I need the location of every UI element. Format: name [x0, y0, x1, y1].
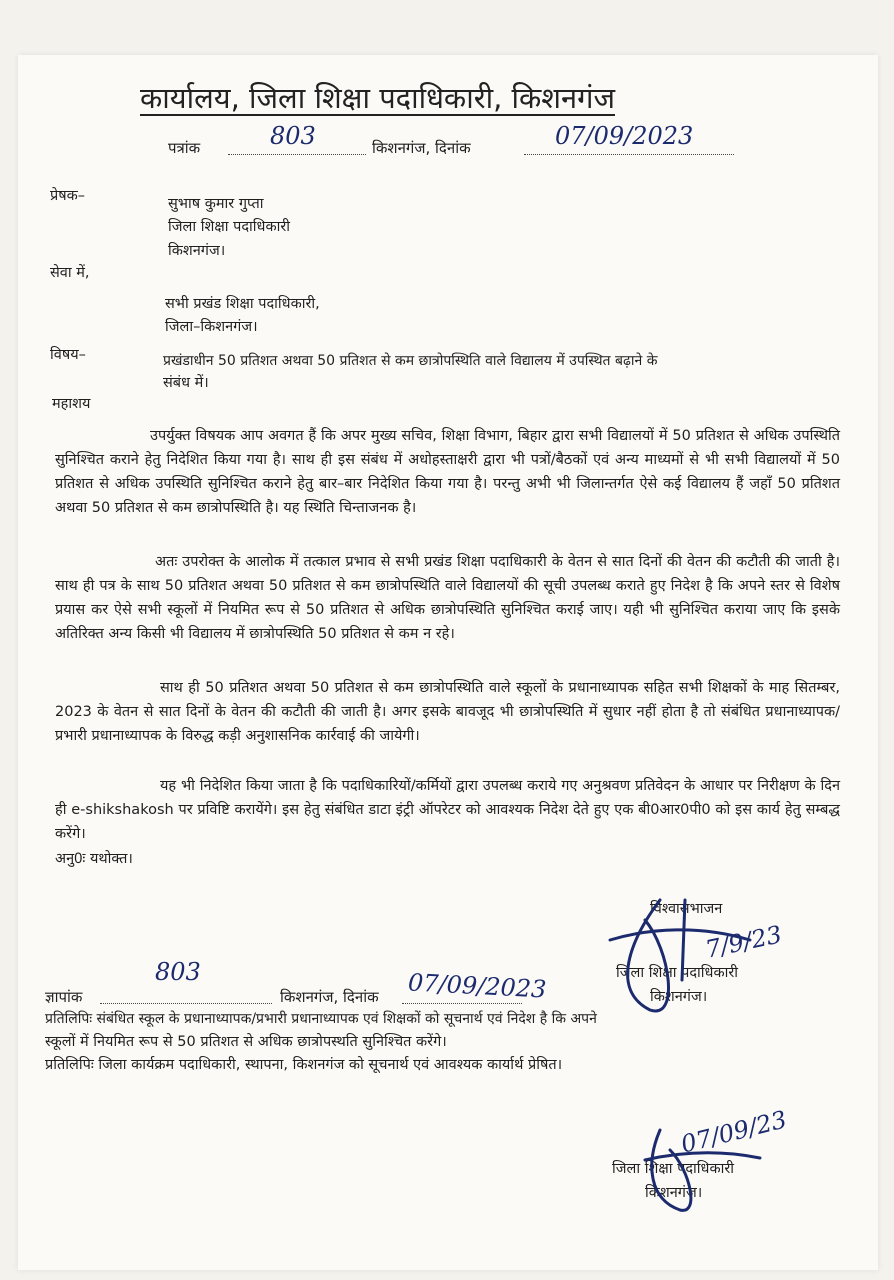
letter-number-handwritten: 803	[270, 122, 316, 150]
recipient-line1: सभी प्रखंड शिक्षा पदाधिकारी,	[165, 296, 320, 312]
sender-place: किशनगंज।	[168, 243, 226, 259]
office-title: कार्यालय, जिला शिक्षा पदाधिकारी, किशनगंज	[140, 81, 615, 115]
recipient-line2: जिला–किशनगंज।	[165, 319, 258, 335]
copy-2: प्रतिलिपिः जिला कार्यक्रम पदाधिकारी, स्थापना, किशनगंज को सूचनार्थ एवं आवश्यक कार्यार्थ प्रेषित।	[45, 1057, 563, 1073]
letter-page	[18, 55, 878, 1270]
enclosure-note: अनु0ः यथोक्त।	[55, 851, 133, 867]
subject-label: विषय–	[50, 347, 86, 363]
signatory-2-designation: जिला शिक्षा पदाधिकारी	[612, 1161, 735, 1177]
memo-date-handwritten: 07/09/2023	[407, 968, 547, 1004]
signature-2-date: 07/09/23	[678, 1105, 790, 1159]
letter-number-label: पत्रांक	[168, 139, 201, 157]
recipient-label: सेवा में,	[50, 265, 90, 281]
sender-designation: जिला शिक्षा पदाधिकारी	[168, 219, 291, 235]
subject-line1: प्रखंडाधीन 50 प्रतिशत अथवा 50 प्रतिशत से कम छात्रोपस्थिति वाले विद्यालय में उपस्थित बढ़ाने के	[163, 353, 658, 369]
signature-1-date: 7/9/23	[702, 920, 785, 964]
sender-name: सुभाष कुमार गुप्ता	[168, 196, 264, 212]
place-date-label: किशनगंज, दिनांक	[372, 139, 471, 157]
body-paragraph-1: उपर्युक्त विषयक आप अवगत हैं कि अपर मुख्य सचिव, शिक्षा विभाग, बिहार द्वारा सभी विद्यालयों में 50 प्रतिशत से अधिक उपस्थिति सुनिश्चित कराने हेतु निदेशित किया गया है। साथ ही इस संबंध में अधोहस्ताक्षरी द्वारा भी पत्रों/बैठकों एवं अन्य माध्यमों से भी सभी विद्यालयों में 50 प्रतिशत से अधिक उपस्थिति सुनिश्चित कराने हेतु बार–बार निदेशित किया गया है। परन्तु अभी भी जिलान्तर्गत ऐसे कई विद्यालय हैं जहाँ 50 प्रतिशत अथवा 50 प्रतिशत से कम छात्रोपस्थिति है। यह स्थिति चिन्ताजनक है।	[55, 428, 840, 516]
sender-label: प्रेषक–	[50, 188, 86, 204]
memo-number-handwritten: 803	[155, 958, 201, 986]
signatory-place: किशनगंज।	[650, 989, 708, 1005]
memo-label: ज्ञापांक	[45, 988, 83, 1006]
signatory-2-place: किशनगंज।	[645, 1185, 703, 1201]
body-paragraph-2: अतः उपरोक्त के आलोक में तत्काल प्रभाव से सभी प्रखंड शिक्षा पदाधिकारी के वेतन से सात दिनों की वेतन की कटौती की जाती है। साथ ही पत्र के साथ 50 प्रतिशत अथवा 50 प्रतिशत से कम छात्रोपस्थिति वाले विद्यालयों की सूची उपलब्ध कराते हुए निदेश है कि अपने स्तर से विशेष प्रयास कर ऐसे सभी स्कूलों में नियमित रूप से 50 प्रतिशत से अधिक छात्रोपस्थिति सुनिश्चित कराई जाए। यही भी सुनिश्चित कराया जाए कि इसके अतिरिक्त अन्य किसी भी विद्यालय में छात्रोपस्थिति 50 प्रतिशत से कम न रहे।	[55, 554, 840, 642]
subject-line2: संबंध में।	[163, 375, 209, 391]
body-paragraph-4: यह भी निदेशित किया जाता है कि पदाधिकारियों/कर्मियों द्वारा उपलब्ध कराये गए अनुश्रवण प्रतिवेदन के आधार पर निरीक्षण के दिन ही e-shikshakosh पर प्रविष्टि करायेंगे। इस हेतु संबंधित डाटा इंट्री ऑपरेटर को आवश्यक निदेश देते हुए एक बी0आर0पी0 को इस कार्य हेतु सम्बद्ध करेंगे।	[55, 778, 840, 842]
date-handwritten: 07/09/2023	[555, 122, 694, 150]
memo-number-dotline	[100, 989, 272, 1004]
signatory-designation: जिला शिक्षा पदाधिकारी	[616, 965, 739, 981]
closing-text: विश्वासभाजन	[650, 901, 723, 917]
copy-1-line1: प्रतिलिपिः संबंधित स्कूल के प्रधानाध्यापक/प्रभारी प्रधानाध्यापक एवं शिक्षकों को सूचनार्थ एवं निदेश है कि अपने	[45, 1011, 597, 1027]
salutation: महाशय	[52, 396, 91, 412]
copy-1-line2: स्कूलों में नियमित रूप से 50 प्रतिशत से अधिक छात्रोपस्थति सुनिश्चित करेंगे।	[45, 1034, 447, 1050]
body-paragraph-3: साथ ही 50 प्रतिशत अथवा 50 प्रतिशत से कम छात्रोपस्थिति वाले स्कूलों के प्रधानाध्यापक सहित सभी शिक्षकों के माह सितम्बर, 2023 के वेतन से सात दिनों के वेतन की कटौती की जाती है। अगर इसके बावजूद भी छात्रोपस्थिति में सुधार नहीं होता है तो संबंधित प्रधानाध्यापक/प्रभारी प्रधानाध्यापक के विरुद्ध कड़ी अनुशासनिक कार्रवाई की जायेगी।	[55, 680, 840, 744]
memo-place-date-label: किशनगंज, दिनांक	[280, 988, 379, 1006]
